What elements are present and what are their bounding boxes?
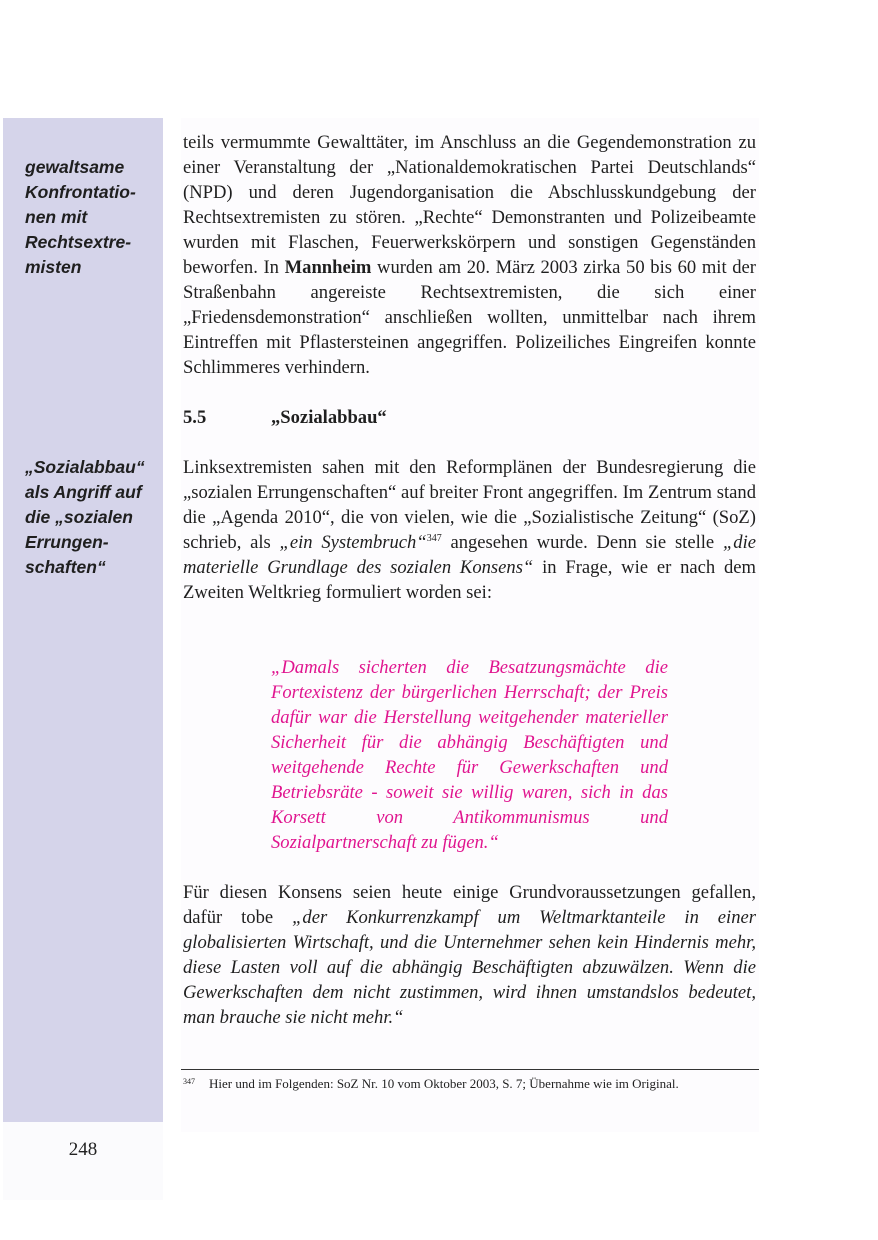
paragraph-text: angesehen wurde. Denn sie stelle bbox=[450, 532, 715, 553]
paragraph-agenda bbox=[183, 455, 756, 605]
margin-note-social-cuts: „Sozialabbau“ als Angriff auf die „sozialen Errungen-schaften“ bbox=[25, 457, 145, 577]
margin-sidebar bbox=[3, 118, 163, 1122]
paragraph-text: teils vermummte Gewalttäter, im Anschluss an die Gegendemonstration zu einer Veranstaltung der „Nationaldemokratischen Partei Deutschlands“ (NPD) und deren Jugendorganisation die Abschlusskundgebung der Rechtsextremisten zu stören. „Rechte“ Demonstranten und Polizeibeamte wurden mit Flaschen, Feuerwerkskörpern und sonstigen Gegenständen beworfen. In bbox=[183, 132, 756, 278]
paragraph-text: Für diesen Konsens seien heute einige Grundvoraussetzungen gefallen, dafür tobe bbox=[183, 882, 756, 928]
paragraph-text: wurden am 20. März 2003 zirka 50 bis 60 mit der Straßenbahn angereiste Rechtsextremisten, die sich einer „Friedensdemonstration“ anschließen wollten, unmittelbar nach ihrem Eintreffen mit Pflastersteinen angegriffen. Polizeiliches Eingreifen konnte Schlimmeres verhindern. bbox=[183, 257, 756, 378]
italic-citation: „der Konkurrenzkampf um Weltmarktanteile in einer globalisierten Wirtschaft, und die Unternehmer sehen kein Hindernis mehr, diese Lasten voll auf die abhängig Beschäftigten abzuwälzen. Wenn die Gewerkschaften dem nicht zustimmen, wird ihnen umstandslos bedeutet, man brauche sie nicht mehr.“ bbox=[183, 907, 756, 1028]
page-number: 248 bbox=[68, 1139, 98, 1160]
block-quote: „Damals sicherten die Besatzungsmächte die Fortexistenz der bürgerlichen Herrschaft; der Preis dafür war die Herstellung weitgehender materieller Sicherheit für die abhängig Beschäftigten und weitgehende Rechte für Gewerkschaften und Betriebsräte - soweit sie willig waren, sich in das Korsett von Antikommunismus und Sozialpartnerschaft zu fügen.“ bbox=[271, 657, 668, 853]
italic-citation: „ein Systembruch“ bbox=[279, 532, 427, 553]
paragraph-text: Linksextremisten sahen mit den Reformplänen der Bundesregierung die „sozialen Errungenschaften“ auf breiter Front angegriffen. Im Zentrum stand die „Agenda 2010“, die von vielen, wie die „Sozialistische Zeitung“ (SoZ) schrieb, als bbox=[183, 457, 756, 553]
paragraph-consensus bbox=[183, 880, 756, 1030]
paragraph-violence bbox=[183, 130, 756, 380]
italic-citation: „die materielle Grundlage des sozialen Konsens“ bbox=[183, 532, 757, 578]
footnote-divider bbox=[181, 1069, 759, 1070]
section-heading bbox=[183, 405, 756, 430]
page-number-box bbox=[3, 1122, 163, 1200]
footnote-number: 347 bbox=[183, 1077, 195, 1086]
bold-place-name: Mannheim bbox=[284, 257, 372, 278]
paragraph-text: in Frage, wie er nach dem Zweiten Weltkrieg formuliert worden sei: bbox=[183, 557, 756, 603]
section-title: „Sozialabbau“ bbox=[271, 407, 387, 428]
footnote-text: Hier und im Folgenden: SoZ Nr. 10 vom Oktober 2003, S. 7; Übernahme wie im Original. bbox=[209, 1076, 679, 1091]
footnote bbox=[183, 1073, 753, 1093]
section-number: 5.5 bbox=[183, 407, 207, 428]
footnote-reference: 347 bbox=[426, 533, 442, 544]
margin-note-confrontations: gewaltsame Konfrontatio-nen mit Rechtsextre-misten bbox=[25, 157, 136, 277]
